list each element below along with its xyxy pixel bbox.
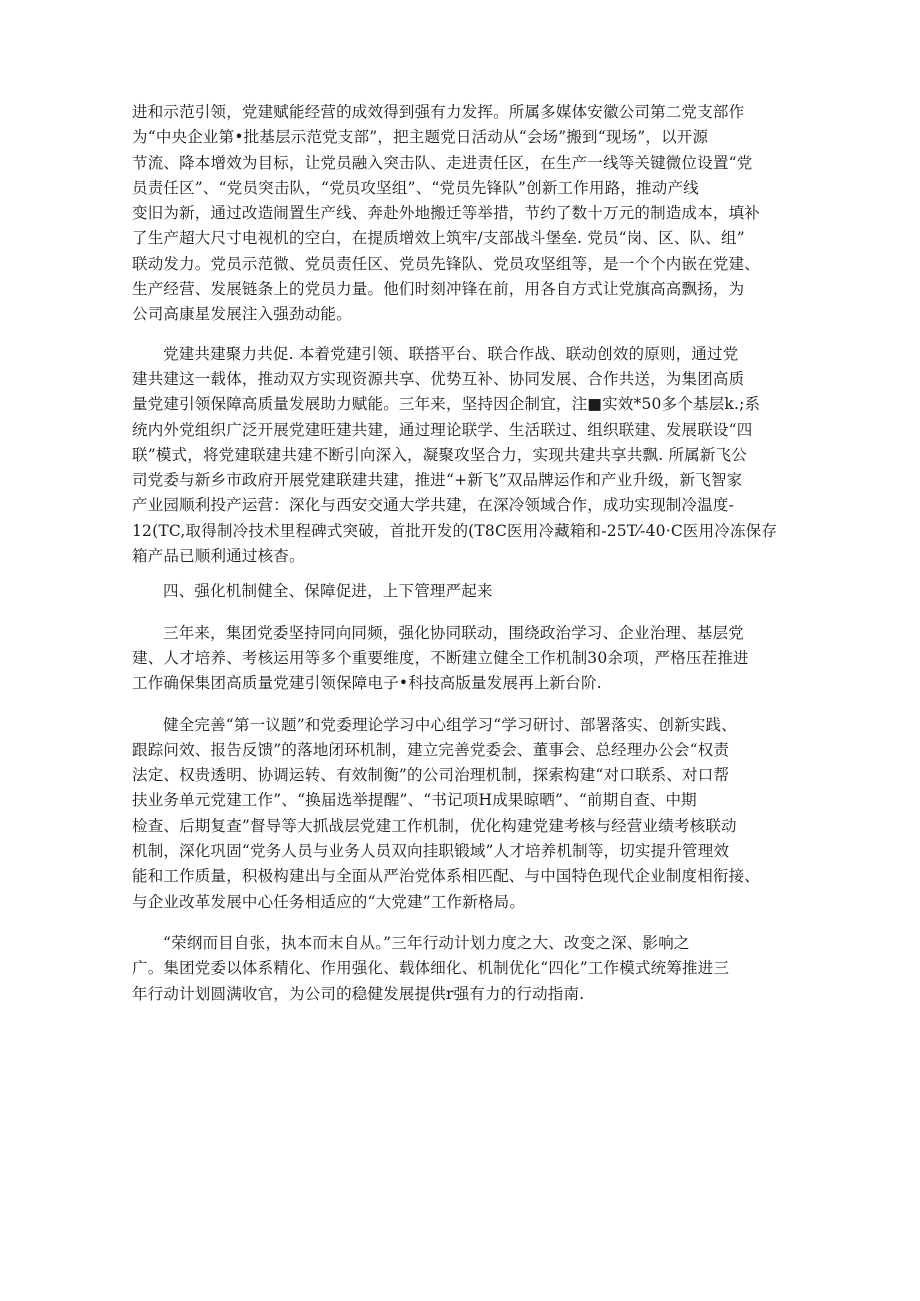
text-line: 为“中央企业第•批基层示范党支部”，把主题党日活动从“会场”搬到“现场”，以开源	[132, 128, 709, 147]
text-line: 统内外党组织广泛开展党建旺建共建，通过理论联学、生活联过、组织联建、发展联设“四	[132, 420, 753, 439]
paragraph-joint-building	[132, 342, 790, 570]
text-line: 跟踪问效、报告反馈”的落地闭环机制，建立完善党委会、董事会、总经理办公会“权责	[132, 740, 730, 759]
text-line: 了生产超大尺寸电视机的空白，在提质增效上筑牢/支部战斗堡垒. 党员“岗、区、队、组”	[132, 229, 745, 248]
text-line: 法定、权贵透明、协调运转、有效制衡”的公司治理机制，探索构建“对口联系、对口帮	[132, 766, 730, 785]
text-line: 工作确保集团高质量党建引领保障电子•科技高版量发展再上新台阶.	[132, 674, 602, 693]
paragraph-party-building-empowerment	[132, 100, 790, 328]
text-line: 检查、后期复查”督导等大抓战层党建工作机制，优化构建党建考核与经营业绩考核联动	[132, 816, 737, 835]
text-line: 进和示范引领，党建赋能经营的成效得到强有力发挥。所属多媒体安徽公司第二党支部作	[132, 103, 745, 121]
paragraph-mechanism-overview	[132, 621, 790, 697]
text-line: 产业园顺利投产运营：深化与西安交通大学共建，在深冷领域合作，成功实现制冷温度-	[132, 496, 735, 515]
text-line: 箱产品已顺利通过核杳。	[132, 547, 305, 566]
text-line: 节流、降本增效为目标，让党员融入突击队、走进责任区，在生产一线等关键微位设置“党	[132, 153, 753, 172]
paragraph-mechanism-details	[132, 713, 790, 915]
text-line: 司党委与新乡市政府开展党建联建共建，推进“+新飞”双品牌运作和产业升级，新飞智家	[132, 471, 743, 490]
text-line: 联”模式，将党建联建共建不断引向深入，凝聚攻坚合力，实现共建共享共飘. 所属新飞公	[132, 445, 747, 464]
text-line: “荣纲而目自张，执本而末自从。”三年行动计划力度之大、改变之深、影响之	[163, 933, 690, 952]
text-line: 建共建这一载体，推动双方实现资源共享、优势互补、协同发展、合作共送，为集团高质	[132, 369, 745, 388]
text-line: 能和工作质量，积极构建出与全面从严治党体系相匹配、与中国特色现代企业制度相衔接、	[132, 867, 761, 886]
text-line: 生产经营、发展链条上的党员力量。他们时刻冲锋在前，用各自方式让党旗高高飘扬，为	[132, 280, 745, 299]
text-line: 量党建引领保障高质量发展助力赋能。三年来，坚持因企制宜，注■实效*50多个基层k.;系	[132, 395, 761, 414]
text-line: 员责任区”、“党员突击队，“党员攻坚组”、“党员先锋队”创新工作用路，推动产线	[132, 178, 699, 197]
section-heading	[132, 579, 790, 604]
text-line: 建、人才培养、考核运用等多个重要维度，不断建立健全工作机制30余项，严格压茬推进	[132, 648, 749, 667]
text-line: 扶业务单元党建工作”、“换届选举提醒”、“书记项H成果晾晒”、“前期自查、中期	[132, 791, 697, 810]
text-line: 机制，深化巩固“党务人员与业务人员双向挂职锻域”人才培养机制等，切实提升管理效	[132, 842, 730, 861]
text-line: 年行动计划圆满收官，为公司的稳健发展提供r强有力的行动指南.	[132, 984, 585, 1003]
text-line: 广。集团党委以体系精化、作用强化、载体细化、机制优化“四化”工作模式统筹推进三	[132, 959, 730, 978]
text-line: 三年来，集团党委坚持同向同频，强化协同联动，围绕政治学习、企业治理、基层党	[163, 623, 744, 642]
text-line: 联动发力。党员示范微、党员责任区、党员先锋队、党员攻坚组等，是一个个内嵌在党建、	[132, 254, 761, 273]
text-line: 变旧为新，通过改造闹置生产线、奔赴外地搬迁等举措，节约了数十万元的制造成本，填补	[132, 204, 761, 223]
text-line: 健全完善“第一议题”和党委理论学习中心组学习“学习研讨、部署落实、创新实践、	[163, 715, 737, 734]
document-body	[132, 100, 790, 1007]
text-line: 公司高康星发展注入强劲动能。	[132, 305, 352, 324]
text-line: 党建共建聚力共促. 本着党建引领、联搭平台、联合作战、联动创效的原则，通过党	[163, 344, 739, 363]
paragraph-conclusion	[132, 931, 790, 1007]
text-line: 与企业改革发展中心任务相适应的“大党建”工作新格局。	[132, 892, 526, 911]
text-line: 12(TC,取得制冷技术里程碑式突破，首批开发的(T8C医用冷藏箱和-25T⁄-40·C医用冷冻保存	[132, 521, 778, 540]
heading-line: 四、强化机制健全、保障促进，上下管理严起来	[163, 582, 493, 601]
